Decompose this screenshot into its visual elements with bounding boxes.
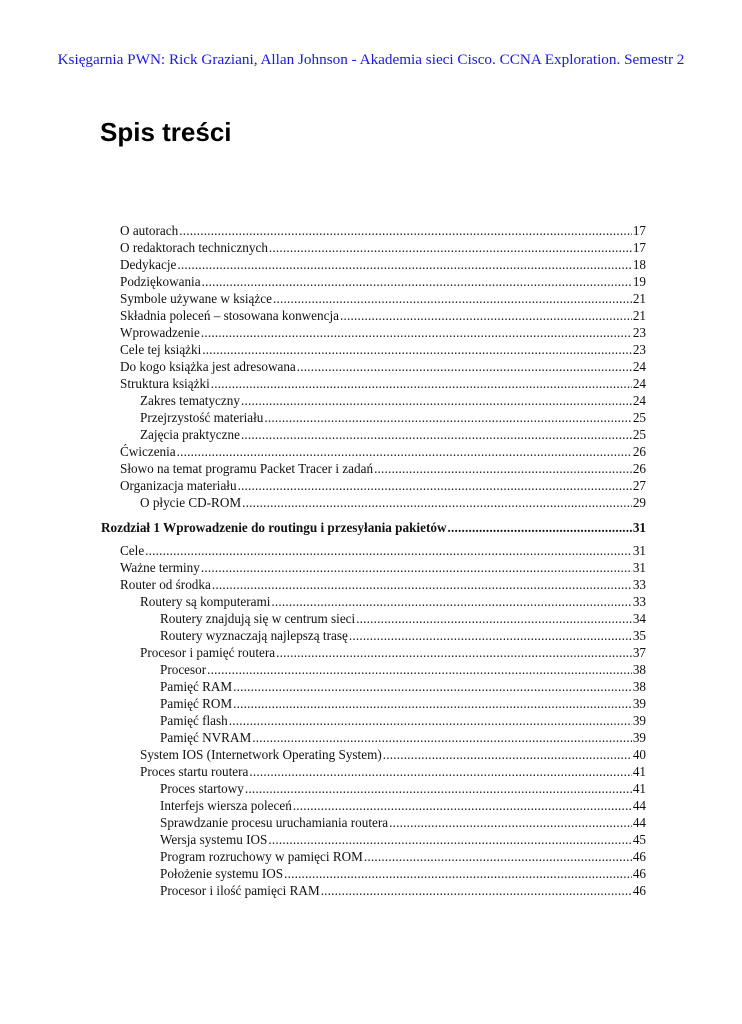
toc-page-number: 26 [632, 444, 646, 459]
toc-dot-leader [349, 628, 632, 644]
toc-dot-leader [356, 611, 632, 627]
toc-dot-leader [201, 325, 632, 341]
toc-page-number: 39 [632, 713, 646, 728]
toc-page-number: 24 [632, 393, 646, 408]
toc-entry-title: Pamięć flash [160, 713, 228, 728]
toc-dot-leader [211, 376, 632, 392]
toc-entry-title: Cele [120, 543, 145, 558]
toc-dot-leader [177, 257, 631, 273]
toc-dot-leader [269, 240, 632, 256]
toc-entry-title: Sprawdzanie procesu uruchamiania routera [160, 815, 389, 830]
toc-entry-title: O autorach [120, 223, 179, 238]
toc-row[interactable] [160, 712, 646, 729]
toc-row[interactable] [120, 542, 646, 559]
toc-entry-title: Router od środka [120, 577, 211, 592]
toc-row[interactable] [120, 324, 646, 341]
toc-row[interactable] [140, 426, 646, 443]
toc-dot-leader [374, 461, 632, 477]
toc-row[interactable] [160, 848, 646, 865]
toc-page-number: 44 [632, 815, 646, 830]
toc-entry-title: System IOS (Internetwork Operating System) [140, 747, 382, 762]
toc-dot-leader [241, 427, 632, 443]
toc-entry-title: Wprowadzenie [120, 325, 200, 340]
toc-page-number: 38 [632, 679, 646, 694]
toc-page-number: 21 [632, 291, 646, 306]
toc-entry-title: Pamięć NVRAM [160, 730, 252, 745]
toc-page-number: 26 [632, 461, 646, 476]
toc-dot-leader [389, 815, 632, 831]
toc-entry-title: Procesor i pamięć routera [140, 645, 276, 660]
toc-entry-title: Interfejs wiersza poleceń [160, 798, 292, 813]
toc-row[interactable] [120, 290, 646, 307]
toc-dot-leader [383, 747, 632, 763]
toc-page-number: 31 [632, 543, 646, 558]
toc-dot-leader [233, 679, 632, 695]
toc-page-number: 29 [632, 495, 646, 510]
toc-page-number: 24 [632, 376, 646, 391]
toc-page-number: 25 [632, 427, 646, 442]
toc-row[interactable] [120, 239, 646, 256]
toc-row[interactable] [160, 814, 646, 831]
toc-page-number: 27 [632, 478, 646, 493]
toc-entry-title: Organizacja materiału [120, 478, 237, 493]
toc-page-number: 23 [632, 342, 646, 357]
toc-page-number: 24 [632, 359, 646, 374]
toc-entry-title: Routery wyznaczają najlepszą trasę [160, 628, 348, 643]
toc-row[interactable] [120, 443, 646, 460]
toc-entry-title: Podziękowania [120, 274, 201, 289]
toc-entry-title: O płycie CD-ROM [140, 495, 242, 510]
toc-entry-title: Symbole używane w książce [120, 291, 272, 306]
toc-row[interactable] [120, 576, 646, 593]
toc-entry-title: Routery znajdują się w centrum sieci [160, 611, 356, 626]
toc-page-number: 25 [632, 410, 646, 425]
toc-entry-title: Procesor [160, 662, 207, 677]
toc-entry-title: Program rozruchowy w pamięci ROM [160, 849, 363, 864]
toc-entry-title: Zakres tematyczny [140, 393, 240, 408]
toc-row[interactable] [140, 593, 646, 610]
toc-row[interactable] [120, 307, 646, 324]
toc-entry-title: Do kogo książka jest adresowana [120, 359, 296, 374]
toc-page-number: 39 [632, 730, 646, 745]
toc-page-number: 21 [632, 308, 646, 323]
toc-dot-leader [268, 832, 631, 848]
toc-page-number: 44 [632, 798, 646, 813]
toc-entry-title: Proces startowy [160, 781, 244, 796]
toc-dot-leader [238, 478, 632, 494]
toc-entry-title: Wersja systemu IOS [160, 832, 268, 847]
toc-row[interactable] [140, 392, 646, 409]
toc-row[interactable] [160, 729, 646, 746]
toc-row[interactable] [160, 882, 646, 899]
toc-row[interactable] [160, 865, 646, 882]
toc-entry-title: Ważne terminy [120, 560, 200, 575]
toc-row[interactable] [120, 358, 646, 375]
toc-entry-title: Przejrzystość materiału [140, 410, 264, 425]
toc-dot-leader [340, 308, 632, 324]
toc-dot-leader [284, 866, 632, 882]
toc-page-number: 37 [632, 645, 646, 660]
toc-page-number: 34 [632, 611, 646, 626]
toc-page-number: 17 [632, 223, 646, 238]
toc-dot-leader [264, 410, 631, 426]
toc-dot-leader [242, 495, 632, 511]
toc-entry-title: Proces startu routera [140, 764, 249, 779]
toc-dot-leader [177, 444, 632, 460]
toc-row[interactable] [160, 780, 646, 797]
toc-dot-leader [364, 849, 632, 865]
toc-dot-leader [293, 798, 632, 814]
toc-dot-leader [297, 359, 632, 375]
toc-row[interactable] [140, 644, 646, 661]
header-book-link[interactable]: Księgarnia PWN: Rick Graziani, Allan Johnson - Akademia sieci Cisco. CCNA Exploration. Semestr 2 [57, 51, 685, 68]
toc-page-number: 17 [632, 240, 646, 255]
toc-entry-title: Routery są komputerami [140, 594, 271, 609]
toc-entry-title: Pamięć RAM [160, 679, 233, 694]
toc-row[interactable] [160, 610, 646, 627]
toc-page-number: 46 [632, 849, 646, 864]
toc-row[interactable] [140, 763, 646, 780]
toc-entry-title: Cele tej książki [120, 342, 202, 357]
toc-page-number: 46 [632, 883, 646, 898]
toc-page-number: 40 [632, 747, 646, 762]
toc-row[interactable] [140, 494, 646, 511]
toc-page-number: 31 [632, 560, 646, 575]
toc-dot-leader [252, 730, 632, 746]
toc-page-number: 41 [632, 764, 646, 779]
toc-row[interactable] [140, 409, 646, 426]
toc-dot-leader [212, 577, 632, 593]
toc-entry-title: Zajęcia praktyczne [140, 427, 240, 442]
toc-dot-leader [271, 594, 631, 610]
toc-page-number: 31 [632, 520, 646, 535]
toc-dot-leader [233, 696, 632, 712]
toc-page-number: 18 [632, 257, 646, 272]
toc-entry-title: Pamięć ROM [160, 696, 233, 711]
toc-entry-title: O redaktorach technicznych [120, 240, 268, 255]
toc-dot-leader [276, 645, 632, 661]
toc-entry-title: Składnia poleceń – stosowana konwencja [120, 308, 339, 323]
toc-entry-title: Struktura książki [120, 376, 210, 391]
toc-page-number: 19 [632, 274, 646, 289]
toc-row[interactable] [160, 661, 646, 678]
toc-row[interactable] [160, 797, 646, 814]
toc-row[interactable] [120, 460, 646, 477]
toc-dot-leader [202, 342, 632, 358]
toc-row[interactable] [160, 678, 646, 695]
toc-page-number: 39 [632, 696, 646, 711]
toc-page-number: 23 [632, 325, 646, 340]
toc-dot-leader [241, 393, 632, 409]
toc-row[interactable] [120, 477, 646, 494]
toc-page-number: 35 [632, 628, 646, 643]
toc-entry-title: Ćwiczenia [120, 444, 176, 459]
toc-page-number: 41 [632, 781, 646, 796]
toc-dot-leader [447, 520, 631, 536]
page-title: Spis treści [100, 117, 232, 147]
toc-dot-leader [229, 713, 632, 729]
toc-entry-title: Procesor i ilość pamięci RAM [160, 883, 320, 898]
toc-page-number: 33 [632, 577, 646, 592]
toc-dot-leader [249, 764, 631, 780]
toc-dot-leader [145, 543, 632, 559]
toc-row[interactable] [120, 559, 646, 576]
toc-dot-leader [273, 291, 632, 307]
toc-row[interactable] [160, 831, 646, 848]
toc-dot-leader [201, 560, 632, 576]
toc-entry-title: Rozdział 1 Wprowadzenie do routingu i przesyłania pakietów [101, 520, 447, 535]
toc-page-number: 38 [632, 662, 646, 677]
toc-row[interactable] [120, 341, 646, 358]
toc-row[interactable] [120, 273, 646, 290]
toc-entry-title: Dedykacje [120, 257, 177, 272]
toc-row[interactable] [120, 256, 646, 273]
toc-page-number: 45 [632, 832, 646, 847]
toc-page-number: 33 [632, 594, 646, 609]
toc-entry-title: Słowo na temat programu Packet Tracer i zadań [120, 461, 374, 476]
toc-entry-title: Położenie systemu IOS [160, 866, 284, 881]
toc-dot-leader [321, 883, 632, 899]
toc-dot-leader [207, 662, 632, 678]
toc-row[interactable] [160, 627, 646, 644]
toc-dot-leader [179, 223, 632, 239]
toc-dot-leader [245, 781, 632, 797]
toc-row[interactable] [140, 746, 646, 763]
toc-page-number: 46 [632, 866, 646, 881]
toc-chapter-row[interactable] [101, 519, 646, 536]
toc-row[interactable] [120, 375, 646, 392]
toc-dot-leader [202, 274, 632, 290]
toc-row[interactable] [160, 695, 646, 712]
toc-row[interactable] [120, 222, 646, 239]
